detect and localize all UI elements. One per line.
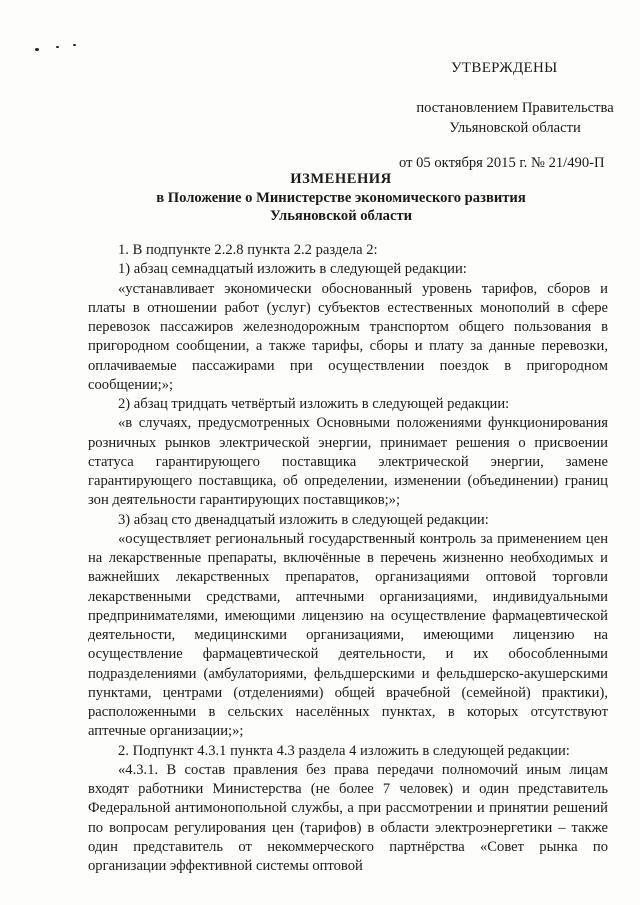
approval-date-number: от 05 октября 2015 г. № 21/490-П (399, 155, 605, 171)
document-body (88, 241, 608, 876)
paragraph: 1) абзац семнадцатый изложить в следующей редакции: (118, 261, 467, 278)
scan-speck (35, 48, 39, 51)
paragraph: 2. Подпункт 4.3.1 пункта 4.3 раздела 4 изложить в следующей редакции: (118, 742, 570, 759)
paragraph: 3) абзац сто двенадцатый изложить в следующей редакции: (118, 511, 489, 528)
title-line: Ульяновской области (269, 208, 413, 224)
scan-speck (73, 44, 76, 46)
paragraph: «устанавливает экономически обоснованный уровень тарифов, сборов и платы в отношении работ (услуг) субъектов естественных монополий в сфере перевозок пассажиров железнодорожным транспортом общего пользования в пригородном сообщении, а также тарифы, сборы и плату за данные перевозки, оплачиваемые пассажирами при осуществлении поездок в пригородном сообщении;»; (88, 280, 608, 393)
paragraph: «в случаях, предусмотренных Основными положениями функционирования розничных рынков электрической энергии, принимает решения о присвоении статуса гарантирующего поставщика электрической энергии, замене гарантирующего поставщика, об определении, изменении (объединении) границ зон деятельности гарантирующих поставщиков;»; (88, 415, 608, 509)
paragraph: 1. В подпункте 2.2.8 пункта 2.2 раздела 2: (118, 242, 378, 258)
title-line: в Положение о Министерстве экономического развития (156, 189, 526, 206)
title-line: ИЗМЕНЕНИЯ (290, 171, 392, 187)
approval-heading: УТВЕРЖДЕНЫ (451, 60, 558, 76)
approval-line: Ульяновской области (449, 120, 581, 136)
paragraph: «осуществляет региональный государственный контроль за применением цен на лекарственные препараты, включённые в перечень жизненно необходимых и важнейших лекарственных препаратов, организациями оптовой торговли лекарственными средствами, аптечными организациями, индивидуальными предпринимателями, имеющими лицензию на осуществление фармацевтической деятельности, медицинскими организациями, имеющими лицензию на осуществление фармацевтической деятельности, и их обособленными подразделениями (амбулаториями, фельдшерскими и фельдшерско-акушерскими пунктами, центрами (отделениями) общей врачебной (семейной) практики), расположенными в сельских населённых пунктах, в которых отсутствуют аптечные организации;»; (88, 530, 608, 740)
paragraph: 2) абзац тридцать четвёртый изложить в следующей редакции: (118, 396, 510, 412)
paragraph: «4.3.1. В состав правления без права передачи полномочий иным лицам входят работники Министерства (не более 7 человек) и один представитель Федеральной антимонопольной службы, а при рассмотрении и принятии решений по вопросам регулирования цен (тарифов) в области электроэнергетики – также один представитель от некоммерческого партнёрства «Совет рынка по организации эффективной системы оптовой (88, 761, 608, 874)
approval-line: постановлением Правительства (416, 100, 614, 116)
document-title (110, 170, 572, 226)
scan-speck (56, 46, 59, 48)
approval-block (395, 58, 635, 173)
